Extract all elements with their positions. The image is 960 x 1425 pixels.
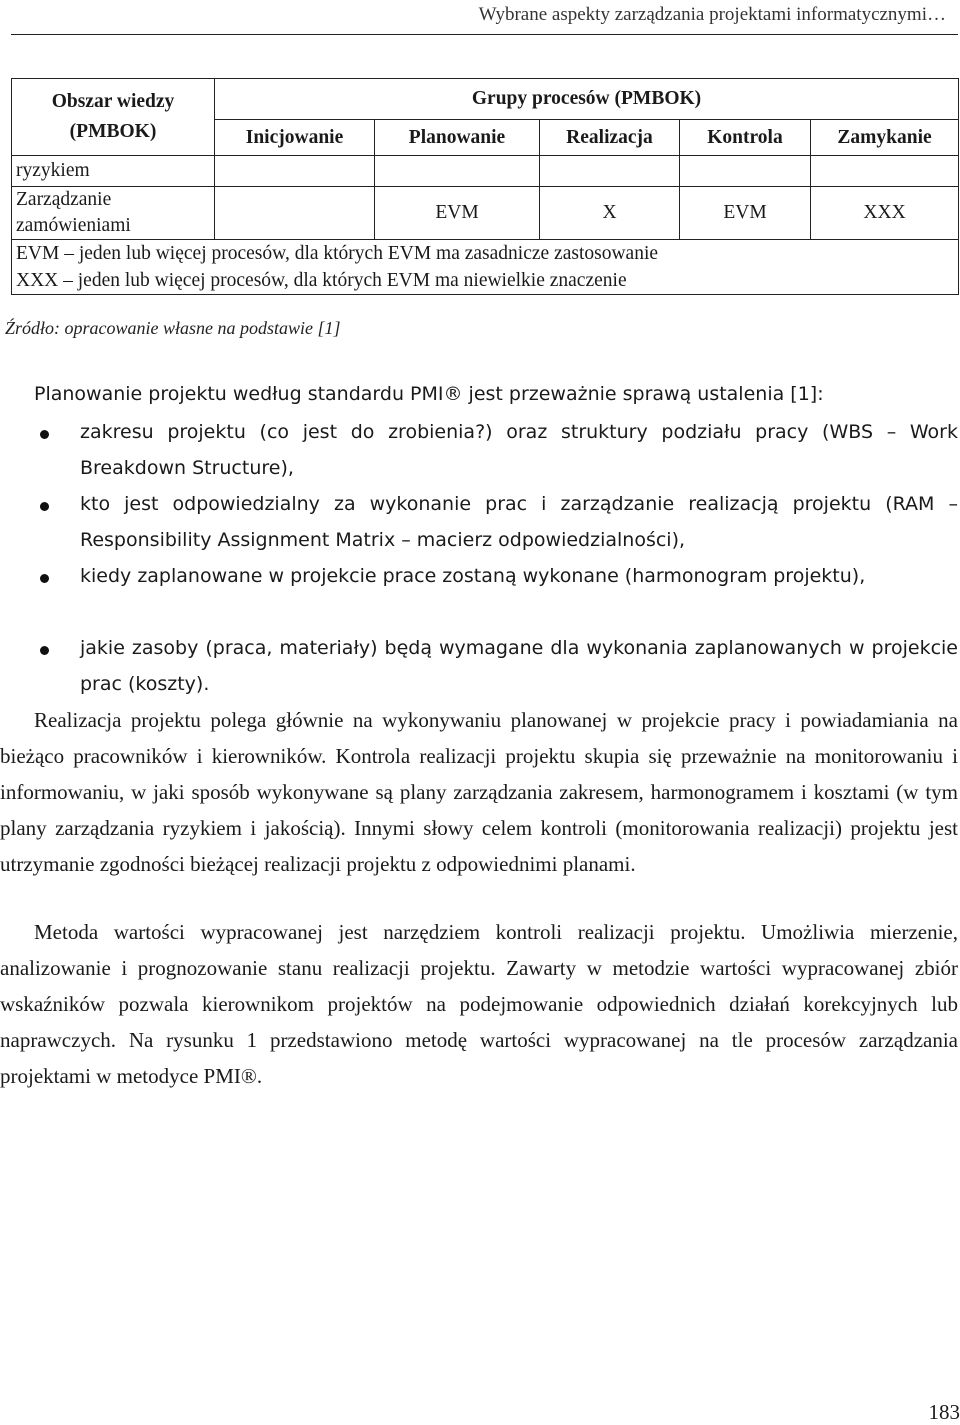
pmbok-table [11,78,959,295]
column-header: Realizacja [540,120,680,156]
list-item: kto jest odpowiedzialny za wykonanie prac i zarządzanie realizacją projektu (RAM – Responsibility Assignment Matrix – macierz odpowiedzialności), [80,493,958,551]
table-cell [811,156,959,187]
legend-entry: XXX – jeden lub więcej procesów, dla których EVM ma niewielkie znaczenie [12,267,959,295]
header-rule [11,34,958,35]
table-cell: EVM [680,187,811,240]
bullet-dot [40,430,49,439]
column-header: Zamykanie [811,120,959,156]
list-item: zakresu projektu (co jest do zrobienia?) oraz struktury podziału pracy (WBS – Work Breakdown Structure), [80,421,958,479]
table-cell: X [540,187,680,240]
table-row [12,156,959,187]
running-title: Wybrane aspekty zarządzania projektami informatycznymi… [478,4,946,25]
legend-entry: EVM – jeden lub więcej procesów, dla których EVM ma zasadnicze zastosowanie [12,240,959,268]
bullet-dot [40,646,49,655]
list-item: kiedy zaplanowane w projekcie prace zostaną wykonane (harmonogram projektu), [80,565,866,587]
column-header: Inicjowanie [215,120,375,156]
bullet-dot [40,502,49,511]
column-header: Kontrola [680,120,811,156]
column-header: Planowanie [375,120,540,156]
table-row [12,187,959,240]
area-cell: ryzykiem [12,156,215,187]
list-item: jakie zasoby (praca, materiały) będą wymagane dla wykonania zaplanowanych w projekcie prac (koszty). [80,637,958,695]
table-cell [215,156,375,187]
intro-sentence: Planowanie projektu według standardu PMI® jest przeważnie sprawą ustalenia [1]: [34,383,824,405]
paragraph: Metoda wartości wypracowanej jest narzędziem kontroli realizacji projektu. Umożliwia mierzenie, analizowanie i prognozowanie stanu realizacji projektu. Zawarty w metodzie wartości wypracowanej zbiór wskaźników pozwala kierownikom projektów na podejmowanie odpowiednich działań korekcyjnych lub naprawczych. Na rysunku 1 przedstawiono metodę wartości wypracowanej na tle procesów zarządzania projektami w metodyce PMI®. [0,920,958,1088]
area-cell: Zarządzanie zamówieniami [12,187,215,240]
group-header: Grupy procesów (PMBOK) [215,79,959,120]
table-cell [215,187,375,240]
source-note: Źródło: opracowanie własne na podstawie [1] [5,318,341,338]
table-cell: XXX [811,187,959,240]
table-cell: EVM [375,187,540,240]
paragraph: Realizacja projektu polega głównie na wykonywaniu planowanej w projekcie pracy i powiadamiania na bieżąco pracowników i kierowników. Kontrola realizacji projektu skupia się przeważnie na monitorowaniu i informowaniu, w jaki sposób wykonywane są plany zarządzania zakresem, harmonogramem i kosztami (w tym plany zarządzania ryzykiem i jakością). Innymi słowy celem kontroli (monitorowania realizacji) projektu jest utrzymanie zgodności bieżącej realizacji projektu z odpowiednimi planami. [0,708,958,876]
table-cell [375,156,540,187]
corner-header: Obszar wiedzy (PMBOK) [12,79,215,156]
bullet-dot [40,574,49,583]
table-cell [680,156,811,187]
page-number: 183 [928,1400,960,1424]
table-cell [540,156,680,187]
